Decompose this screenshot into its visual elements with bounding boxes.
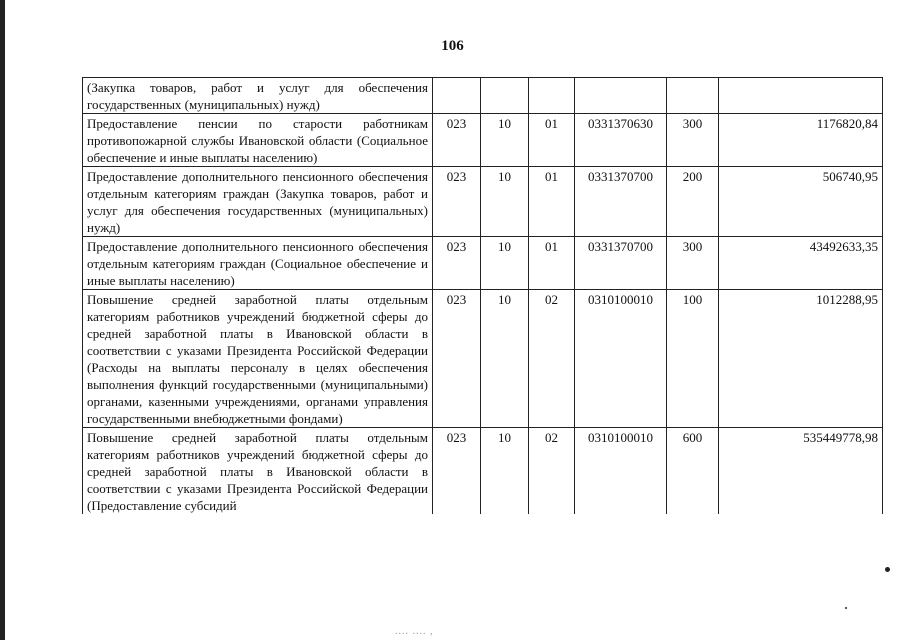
subsection-code: 01 [529,114,575,167]
target-article-code: 0310100010 [575,428,667,515]
admin-code: 023 [433,167,481,237]
target-article-code: 0331370700 [575,237,667,290]
table-row [83,167,883,237]
subsection-code [529,78,575,114]
admin-code: 023 [433,114,481,167]
target-article-code: 0310100010 [575,290,667,428]
amount: 1012288,95 [719,290,883,428]
expense-type-code: 100 [667,290,719,428]
scan-left-edge [0,0,5,640]
target-article-code [575,78,667,114]
section-code: 10 [481,237,529,290]
row-description: Повышение средней заработной платы отдельным категориям работников учреждений бюджетной сферы до средней заработной платы в Ивановской области в соответствии с указами Президента Российской Федерации (Расходы на выплаты персоналу в целях обеспечения выполнения функций государственными (муниципальными) органами, казенными учреждениями, органами управления государственными внебюджетными фондами) [83,290,433,428]
table-row [83,114,883,167]
expense-type-code: 600 [667,428,719,515]
table-row [83,237,883,290]
row-description: Предоставление дополнительного пенсионного обеспечения отдельным категориям граждан (Закупка товаров, работ и услуг для обеспечения государственных (муниципальных) нужд) [83,167,433,237]
target-article-code: 0331370630 [575,114,667,167]
expense-type-code: 300 [667,114,719,167]
section-code: 10 [481,167,529,237]
amount: 43492633,35 [719,237,883,290]
target-article-code: 0331370700 [575,167,667,237]
amount: 1176820,84 [719,114,883,167]
expense-type-code [667,78,719,114]
table-row [83,290,883,428]
admin-code: 023 [433,290,481,428]
subsection-code: 01 [529,167,575,237]
amount: 506740,95 [719,167,883,237]
admin-code: 023 [433,428,481,515]
row-description: (Закупка товаров, работ и услуг для обеспечения государственных (муниципальных) нужд) [83,78,433,114]
subsection-code: 01 [529,237,575,290]
page-number: 106 [441,38,464,54]
expense-type-code: 300 [667,237,719,290]
table-row [83,428,883,515]
section-code: 10 [481,290,529,428]
amount [719,78,883,114]
row-description: Повышение средней заработной платы отдельным категориям работников учреждений бюджетной сферы до средней заработной платы в Ивановской области в соответствии с указами Президента Российской Федерации (Предоставление субсидий [83,428,433,515]
bottom-mark: .... .... , [395,626,434,637]
scan-speck [845,607,847,609]
expense-type-code: 200 [667,167,719,237]
admin-code [433,78,481,114]
subsection-code: 02 [529,290,575,428]
row-description: Предоставление пенсии по старости работникам противопожарной службы Ивановской области (Социальное обеспечение и иные выплаты населению) [83,114,433,167]
section-code: 10 [481,428,529,515]
section-code [481,78,529,114]
scan-speck [885,567,890,572]
table-row [83,78,883,114]
subsection-code: 02 [529,428,575,515]
section-code: 10 [481,114,529,167]
admin-code: 023 [433,237,481,290]
row-description: Предоставление дополнительного пенсионного обеспечения отдельным категориям граждан (Социальное обеспечение и иные выплаты населению) [83,237,433,290]
amount: 535449778,98 [719,428,883,515]
budget-table [82,77,883,514]
